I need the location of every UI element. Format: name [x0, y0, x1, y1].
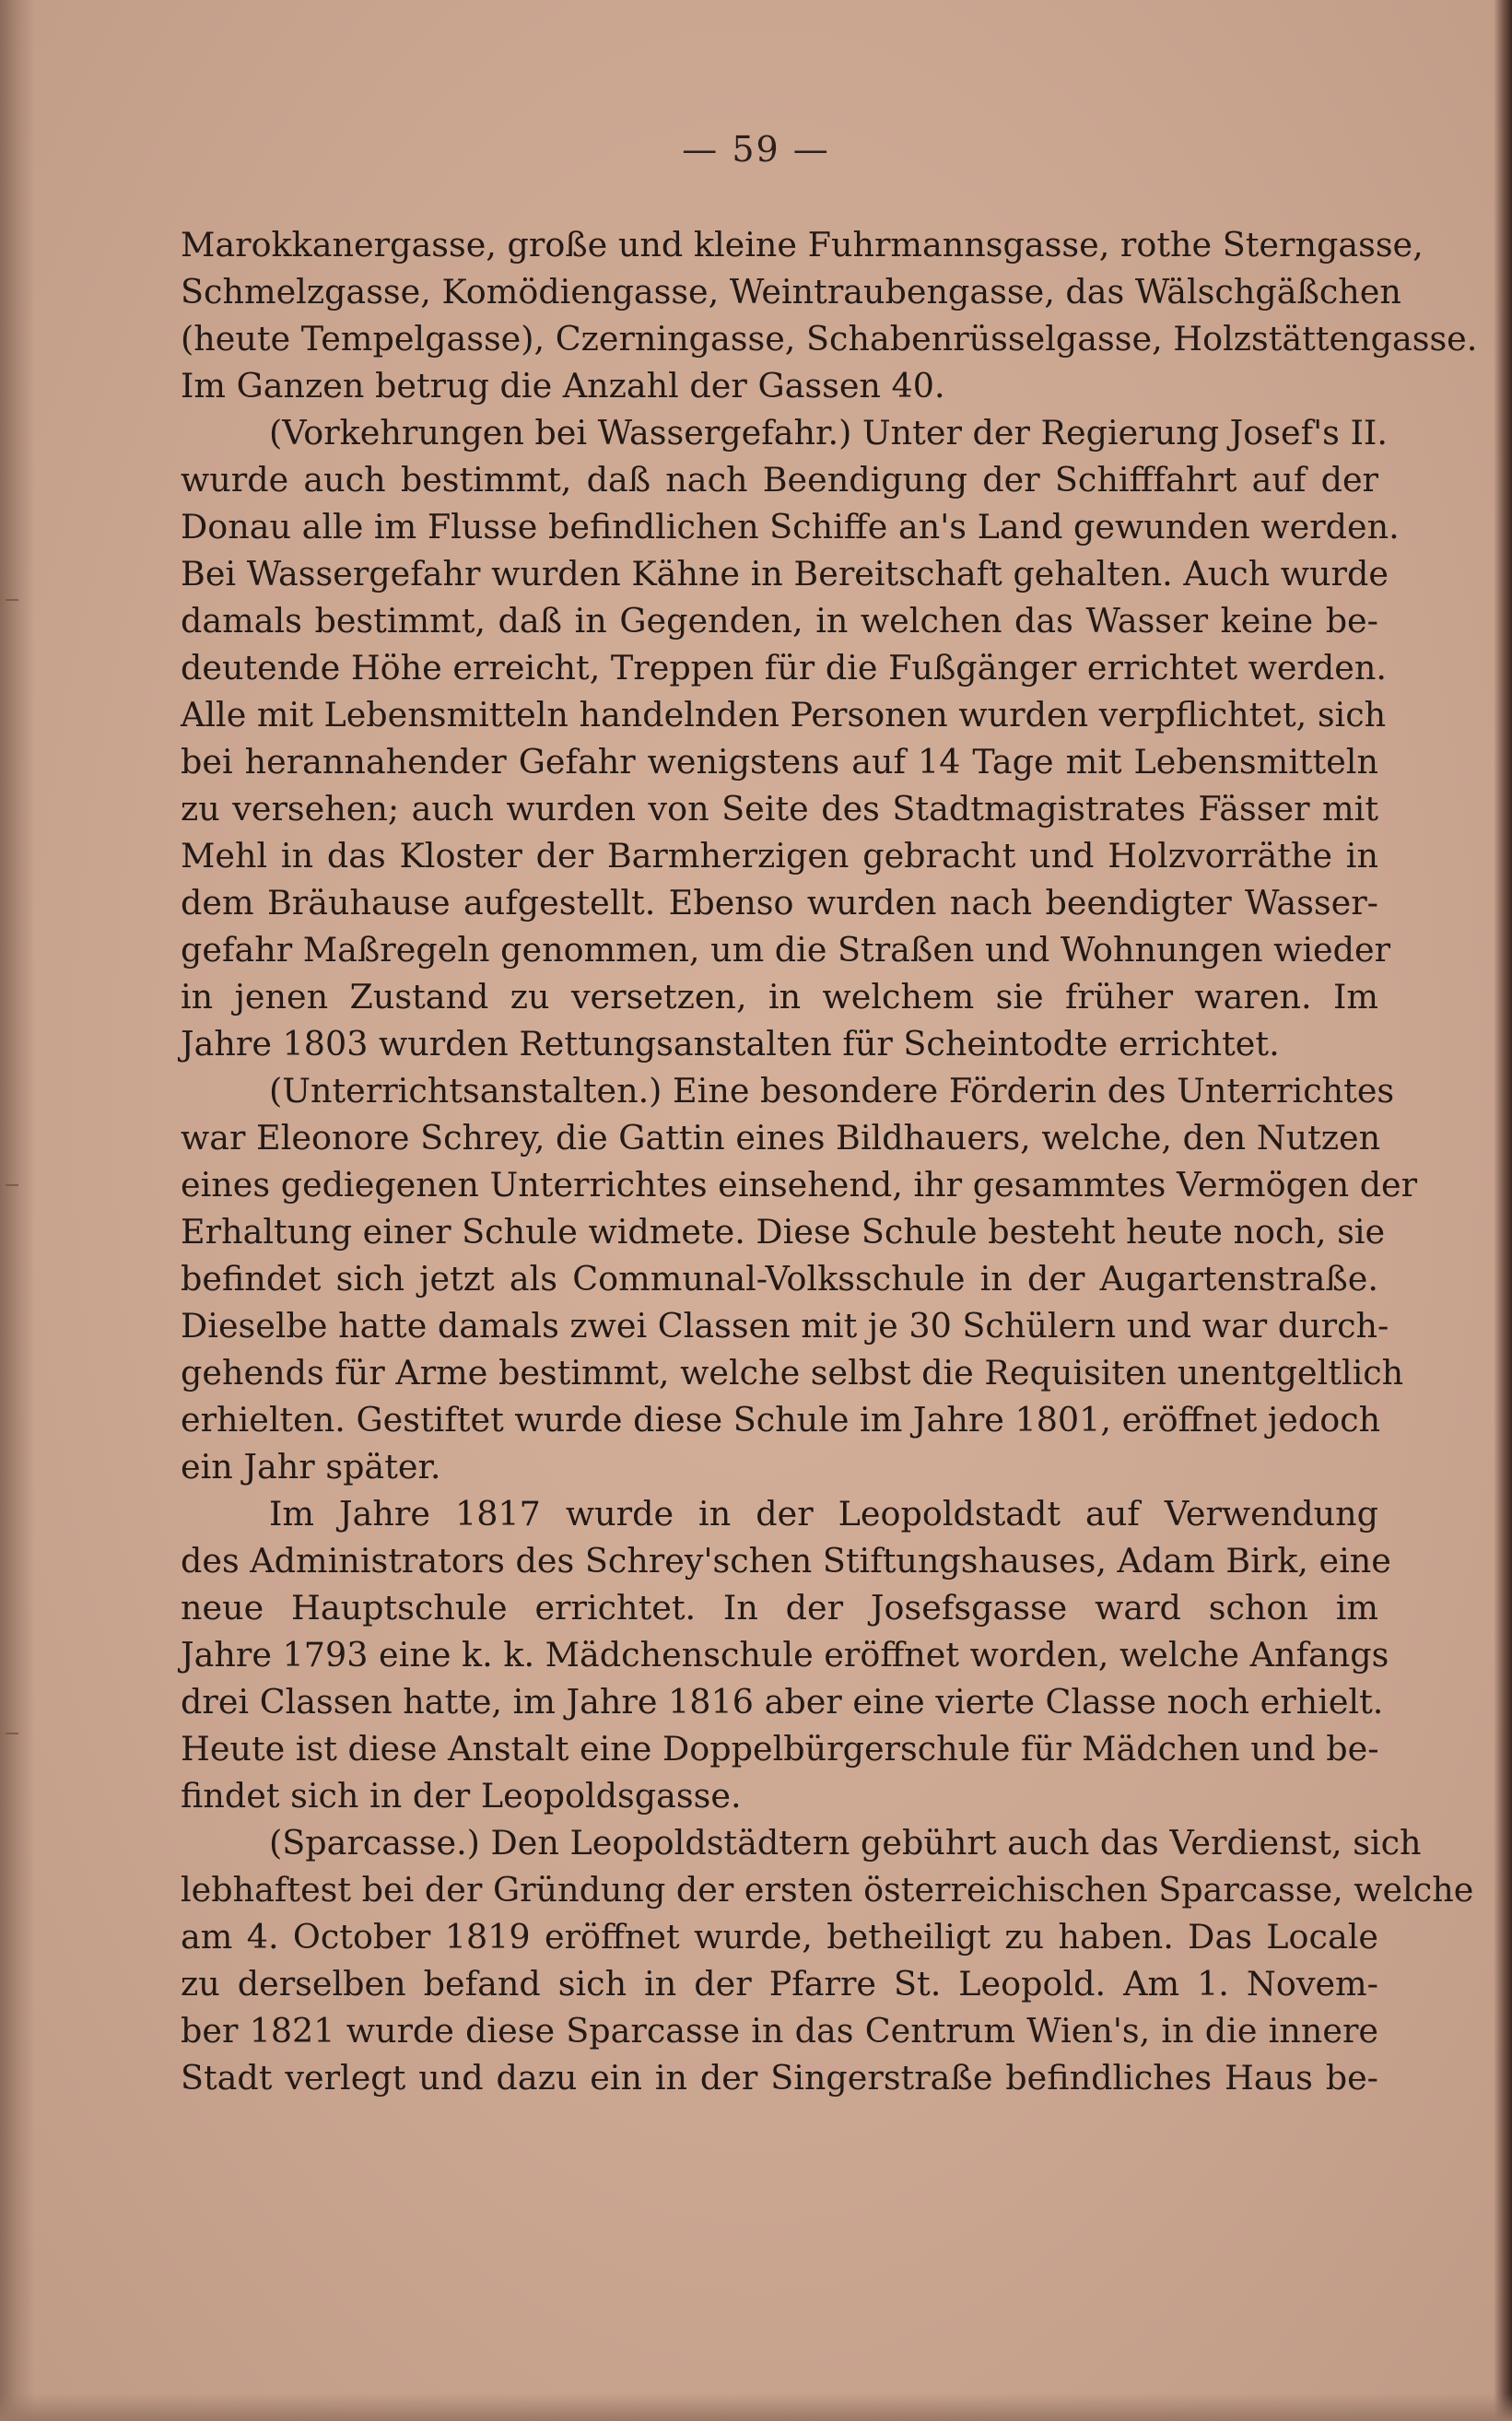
text-line: Jahre 1803 wurden Rettungsanstalten für Scheintodte errichtet.	[181, 1024, 1280, 1064]
text-line: gefahr Maßregeln genommen, um die Straßen und Wohnungen wieder	[181, 930, 1391, 970]
text-line: deutende Höhe erreicht, Treppen für die Fußgänger errichtet werden.	[181, 648, 1387, 688]
text-line: drei Classen hatte, im Jahre 1816 aber eine vierte Classe noch erhielt.	[181, 1682, 1384, 1722]
text-line: Jahre 1793 eine k. k. Mädchenschule eröffnet worden, welche Anfangs	[181, 1635, 1389, 1675]
text-line: Schmelzgasse, Komödiengasse, Weintraubengasse, das Wälschgäßchen	[181, 272, 1401, 311]
text-line: wurde auch bestimmt, daß nach Beendigung der Schifffahrt auf der	[181, 460, 1378, 499]
text-line: (Vorkehrungen bei Wassergefahr.) Unter der Regierung Josef's II.	[269, 413, 1388, 452]
text-line: Dieselbe hatte damals zwei Classen mit je 30 Schülern und war durch-	[181, 1306, 1389, 1346]
text-line: Im Jahre 1817 wurde in der Leopoldstadt auf Verwendung	[269, 1494, 1378, 1534]
text-line: Erhaltung einer Schule widmete. Diese Schule besteht heute noch, sie	[181, 1212, 1386, 1252]
page-number: — 59 —	[682, 129, 830, 170]
text-line: Stadt verlegt und dazu ein in der Singerstraße befindliches Haus be-	[181, 2058, 1378, 2098]
text-line: findet sich in der Leopoldsgasse.	[181, 1776, 742, 1816]
text-line: Heute ist diese Anstalt eine Doppelbürgerschule für Mädchen und be-	[181, 1729, 1379, 1769]
text-line: eines gediegenen Unterrichtes einsehend, ihr gesammtes Vermögen der	[181, 1165, 1418, 1205]
paragraph	[181, 1819, 1474, 2101]
text-line: befindet sich jetzt als Communal-Volksschule in der Augartenstraße.	[181, 1259, 1378, 1299]
text-line: bei herannahender Gefahr wenigstens auf 14 Tage mit Lebensmitteln	[181, 742, 1378, 782]
text-line: erhielten. Gestiftet wurde diese Schule im Jahre 1801, eröffnet jedoch	[181, 1400, 1381, 1440]
text-line: Mehl in das Kloster der Barmherzigen gebracht und Holzvorräthe in	[181, 836, 1378, 876]
text-line: Bei Wassergefahr wurden Kähne in Bereitschaft gehalten. Auch wurde	[181, 554, 1389, 593]
paragraph	[181, 1067, 1418, 1490]
paragraph	[181, 409, 1400, 1067]
text-line: in jenen Zustand zu versetzen, in welchem sie früher waren. Im	[181, 977, 1378, 1017]
margin-mark	[6, 1733, 18, 1740]
margin-mark	[6, 599, 18, 606]
page-gutter-shadow	[0, 0, 35, 2421]
text-line: (Unterrichtsanstalten.) Eine besondere Förderin des Unterrichtes	[269, 1071, 1395, 1111]
text-line: Im Ganzen betrug die Anzahl der Gassen 40.	[181, 366, 945, 405]
text-line: damals bestimmt, daß in Gegenden, in welchen das Wasser keine be-	[181, 601, 1378, 641]
text-line: des Administrators des Schrey'schen Stiftungshauses, Adam Birk, eine	[181, 1541, 1391, 1581]
text-line: zu derselben befand sich in der Pfarre St. Leopold. Am 1. Novem-	[181, 1964, 1378, 2004]
text-line: (heute Tempelgasse), Czerningasse, Schabenrüsselgasse, Holzstättengasse.	[181, 319, 1478, 358]
page-edge-shadow	[1494, 0, 1512, 2421]
text-line: zu versehen; auch wurden von Seite des Stadtmagistrates Fässer mit	[181, 789, 1378, 829]
text-line: gehends für Arme bestimmt, welche selbst die Requisiten unentgeltlich	[181, 1353, 1404, 1393]
text-line: Donau alle im Flusse befindlichen Schiffe an's Land gewunden werden.	[181, 507, 1400, 546]
text-line: dem Bräuhause aufgestellt. Ebenso wurden nach beendigter Wasser-	[181, 883, 1378, 923]
text-line: ber 1821 wurde diese Sparcasse in das Centrum Wien's, in die innere	[181, 2011, 1378, 2051]
paragraph	[181, 221, 1478, 409]
text-line: neue Hauptschule errichtet. In der Josefsgasse ward schon im	[181, 1588, 1378, 1628]
text-line: war Eleonore Schrey, die Gattin eines Bildhauers, welche, den Nutzen	[181, 1118, 1381, 1158]
text-line: Alle mit Lebensmitteln handelnden Personen wurden verpflichtet, sich	[181, 695, 1387, 735]
margin-mark	[6, 1184, 18, 1192]
text-line: (Sparcasse.) Den Leopoldstädtern gebührt auch das Verdienst, sich	[269, 1823, 1422, 1863]
text-line: am 4. October 1819 eröffnet wurde, betheiligt zu haben. Das Locale	[181, 1917, 1378, 1957]
text-line: ein Jahr später.	[181, 1447, 441, 1487]
text-line: Marokkanergasse, große und kleine Fuhrmannsgasse, rothe Sterngasse,	[181, 225, 1424, 264]
body-text	[181, 221, 1478, 2101]
text-line: lebhaftest bei der Gründung der ersten österreichischen Sparcasse, welche	[181, 1870, 1474, 1910]
paragraph	[181, 1490, 1391, 1819]
page-bottom-shadow	[0, 2393, 1512, 2421]
